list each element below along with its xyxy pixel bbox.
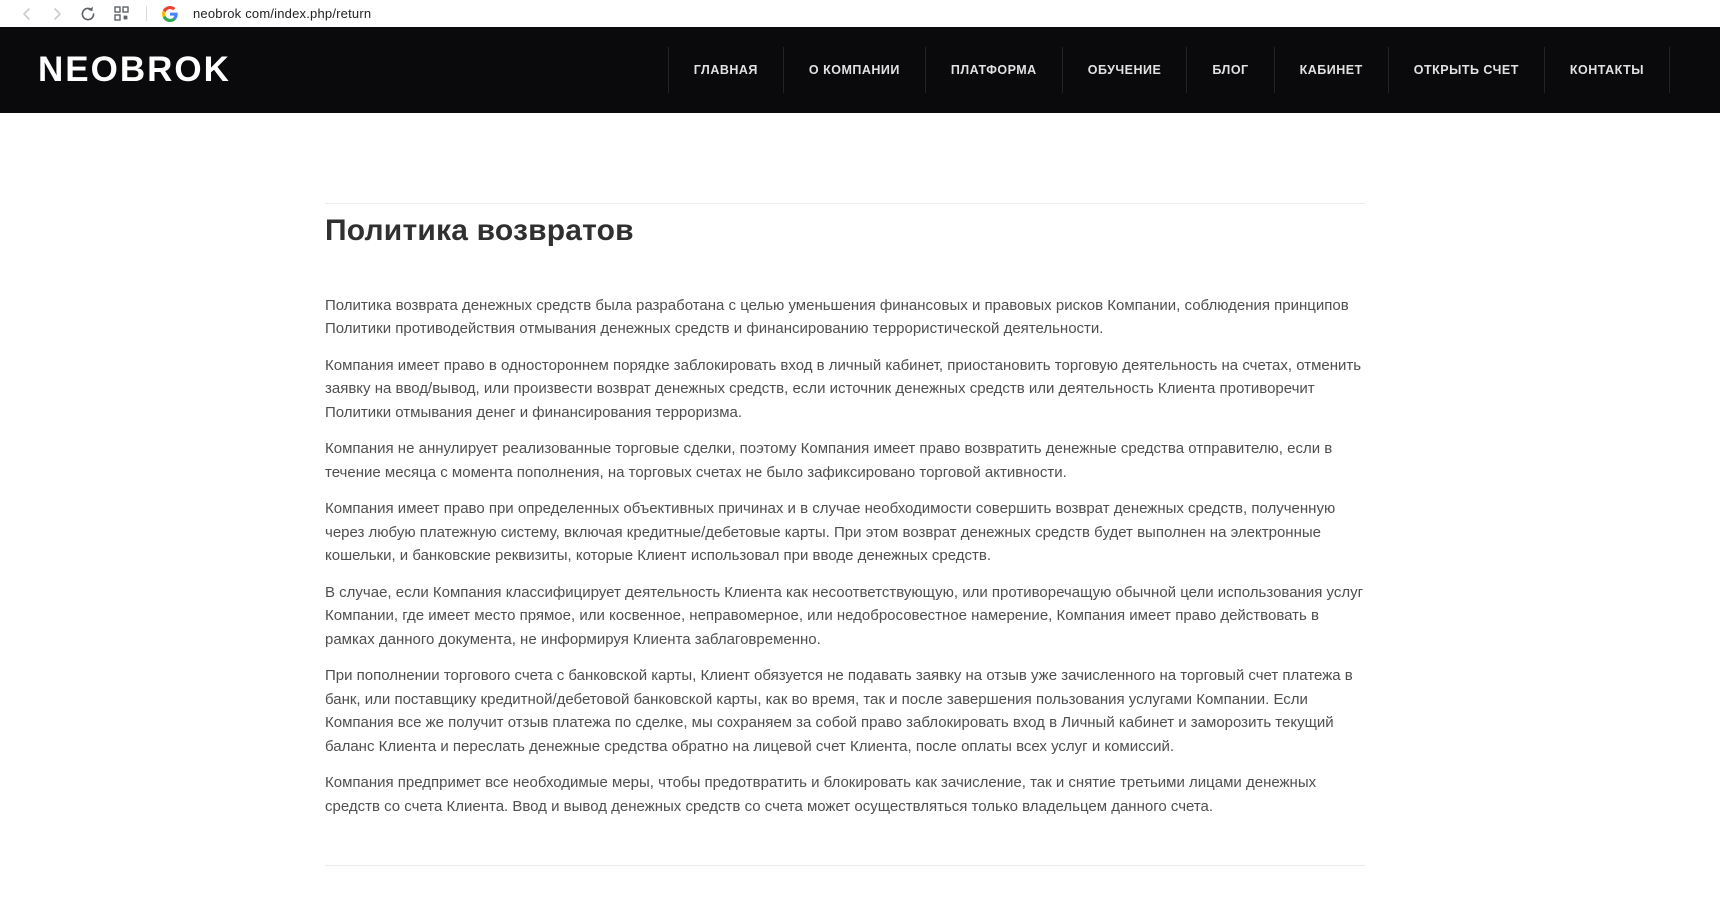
back-icon[interactable] — [12, 0, 42, 27]
qr-grid-icon[interactable] — [104, 0, 138, 27]
divider-bottom — [325, 865, 1365, 866]
google-favicon-icon — [155, 0, 185, 27]
main-menu — [668, 47, 1670, 93]
divider-top — [325, 203, 1365, 204]
address-bar[interactable]: neobrok com/index.php/return — [193, 6, 372, 21]
nav-item[interactable]: ОТКРЫТЬ СЧЕТ — [1388, 47, 1544, 93]
nav-item[interactable]: БЛОГ — [1186, 47, 1273, 93]
browser-toolbar — [0, 0, 1720, 27]
policy-text — [325, 294, 1365, 819]
nav-item[interactable]: ГЛАВНАЯ — [668, 47, 783, 93]
policy-paragraph: Компания имеет право в одностороннем порядке заблокировать вход в личный кабинет, приостановить торговую деятельность на счетах, отменить заявку на ввод/вывод, или произвести возврат денежных средств, если источник денежных средств или деятельность Клиента противоречит Политики отмывания денег и финансирования терроризма. — [325, 356, 1362, 421]
logo[interactable]: NEOBROK — [38, 50, 231, 89]
nav-item[interactable]: КОНТАКТЫ — [1544, 47, 1670, 93]
nav-item[interactable]: О КОМПАНИИ — [783, 47, 925, 93]
reload-icon[interactable] — [72, 0, 104, 27]
policy-paragraph: В случае, если Компания классифицирует деятельность Клиента как несоответствующую, или противоречащую обычной цели использования услуг Компании, где имеет место прямое, или косвенное, неправомерное, или недобросовестное намерение, Компания имеет право действовать в рамках данного документа, не информируя Клиента заблаговременно. — [325, 583, 1364, 648]
policy-paragraph: Компания предпримет все необходимые меры, чтобы предотвратить и блокировать как зачисление, так и снятие третьими лицами денежных средств со счета Клиента. Ввод и вывод денежных средств со счета может осуществляться только владельцем данного счета. — [325, 774, 1317, 815]
nav-item[interactable]: КАБИНЕТ — [1274, 47, 1388, 93]
policy-paragraph: При пополнении торгового счета с банковской карты, Клиент обязуется не подавать заявку на отзыв уже зачисленного на торговый счет платежа в банк, или поставщику кредитной/дебетовой банковской карты, как во время, так и после завершения пользования услугами Компании. Если Компания все же получит отзыв платежа по сделке, мы сохраняем за собой право заблокировать вход в Личный кабинет и заморозить текущий баланс Клиента и переслать денежные средства обратно на лицевой счет Клиента, после оплаты всех услуг и комиссий. — [325, 667, 1353, 755]
toolbar-divider — [146, 6, 147, 21]
policy-paragraph: Компания имеет право при определенных объективных причинах и в случае необходимости совершить возврат денежных средств, полученную через любую платежную систему, включая кредитные/дебетовые карты. При этом возврат денежных средств будет выполнен на электронные кошельки, и банковские реквизиты, которые Клиент использовал при вводе денежных средств. — [325, 500, 1336, 564]
site-header — [0, 27, 1720, 113]
nav-item[interactable]: ОБУЧЕНИЕ — [1062, 47, 1187, 93]
forward-icon[interactable] — [42, 0, 72, 27]
nav-item[interactable]: ПЛАТФОРМА — [925, 47, 1062, 93]
main-content — [325, 203, 1365, 866]
policy-paragraph: Политика возврата денежных средств была разработана с целью уменьшения финансовых и правовых рисков Компании, соблюдения принципов Политики противодействия отмывания денежных средств и финансированию террористической деятельности. — [325, 296, 1349, 337]
policy-paragraph: Компания не аннулирует реализованные торговые сделки, поэтому Компания имеет право возвратить денежные средства отправителю, если в течение месяца с момента пополнения, на торговых счетах не было зафиксировано торговой активности. — [325, 440, 1333, 481]
page-title: Политика возвратов — [325, 214, 634, 247]
